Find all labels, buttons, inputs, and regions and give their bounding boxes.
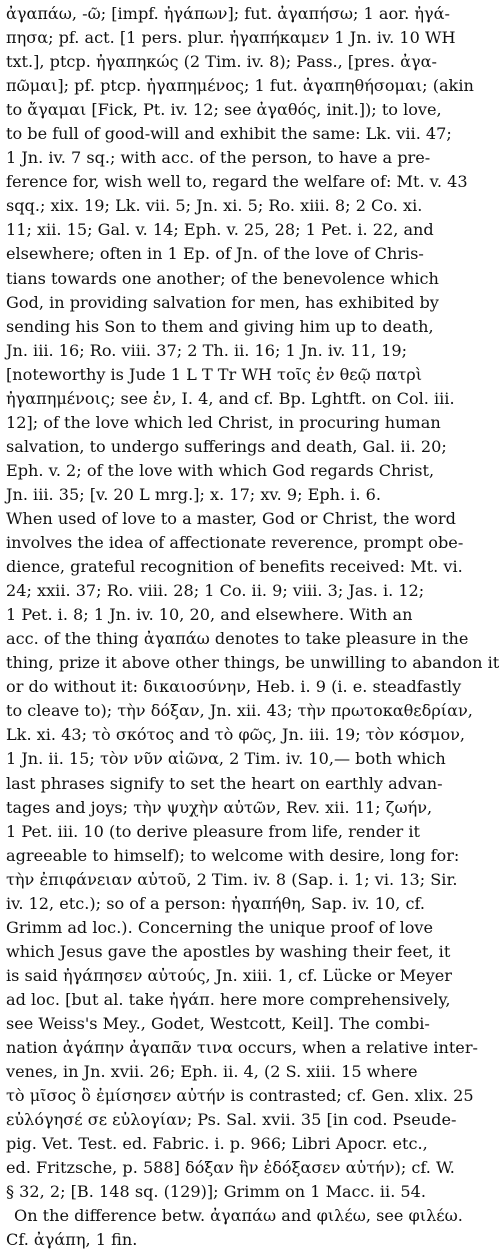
entry-line: Cf. ἀγάπη, 1 fin. (6, 1230, 138, 1250)
entry-line: or do without it: δικαιοσύνην, Heb. i. 9 (i. e. steadfastly (6, 677, 462, 697)
entry-line: 1 Pet. iii. 10 (to derive pleasure from life, render it (6, 821, 420, 841)
entry-line: Jn. iii. 16; Ro. viii. 37; 2 Th. ii. 16; 1 Jn. iv. 11, 19; (6, 340, 408, 360)
entry-line: sqq.; xix. 19; Lk. vii. 5; Jn. xi. 5; Ro. xiii. 8; 2 Co. xi. (6, 196, 423, 216)
entry-line: to ἄγαμαι [Fick, Pt. iv. 12; see ἀγαθός, init.]); to love, (6, 100, 442, 120)
entry-line: tians towards one another; of the benevolence which (6, 268, 439, 288)
entry-line: Grimm ad loc.). Concerning the unique proof of love (6, 917, 434, 937)
entry-line: which Jesus gave the apostles by washing their feet, it (6, 941, 451, 961)
entry-line: τὴν ἐπιφάνειαν αὐτοῦ, 2 Tim. iv. 8 (Sap. i. 1; vi. 13; Sir. (6, 869, 458, 889)
entry-line: When used of love to a master, God or Christ, the word (6, 508, 456, 528)
entry-line: venes, in Jn. xvii. 26; Eph. ii. 4, (2 S. xiii. 15 where (6, 1062, 418, 1082)
entry-line: § 32, 2; [B. 148 sq. (129)]; Grimm on 1 Macc. ii. 54. (6, 1182, 427, 1202)
entry-line: ἀγαπάω, -ῶ; [impf. ἠγάπων]; fut. ἀγαπήσω; 1 aor. ἠγά- (6, 4, 450, 23)
entry-line: 1 Pet. i. 8; 1 Jn. iv. 10, 20, and elsewhere. With an (6, 605, 413, 625)
entry-line: 24; xxii. 37; Ro. viii. 28; 1 Co. ii. 9; viii. 3; Jas. i. 12; (6, 581, 425, 601)
entry-line: elsewhere; often in 1 Ep. of Jn. of the love of Chris- (6, 244, 424, 264)
entry-line: sending his Son to them and giving him up to death, (6, 316, 434, 336)
entry-line: God, in providing salvation for men, has exhibited by (6, 292, 439, 312)
entry-line: nation ἀγάπην ἀγαπᾶν τινα occurs, when a relative inter- (6, 1038, 478, 1058)
entry-line: txt.], ptcp. ἠγαπηκώς (2 Tim. iv. 8); Pass., [pres. ἀγα- (6, 52, 437, 72)
entry-line: agreeable to himself); to welcome with desire, long for: (6, 845, 460, 865)
entry-line: see Weiss's Mey., Godet, Westcott, Keil]. The combi- (6, 1013, 430, 1033)
entry-line: ἠγαπημένοις; see ἐν, I. 4, and cf. Bp. Lghtft. on Col. iii. (6, 388, 455, 408)
entry-line: pig. Vet. Test. ed. Fabric. i. p. 966; Libri Apocr. etc., (6, 1134, 428, 1154)
entry-line: ad loc. [but al. take ἠγάπ. here more comprehensively, (6, 989, 451, 1009)
entry-line: [noteworthy is Jude 1 L T Tr WH τοῖς ἐν θεῷ πατρὶ (6, 364, 423, 384)
entry-line: 1 Jn. ii. 15; τὸν νῦν αἰῶνα, 2 Tim. iv. 10,— both which (6, 749, 446, 769)
entry-line: acc. of the thing ἀγαπάω denotes to take pleasure in the (6, 629, 469, 649)
entry-line: 1 Jn. iv. 7 sq.; with acc. of the person, to have a pre- (6, 148, 431, 168)
entry-main-paragraph (6, 2, 499, 1204)
entry-line: Eph. v. 2; of the love with which God regards Christ, (6, 460, 435, 480)
entry-line: Lk. xi. 43; τὸ σκότος and τὸ φῶς, Jn. iii. 19; τὸν κόσμον, (6, 725, 466, 745)
entry-closing-note (6, 1204, 463, 1252)
entry-line: salvation, to undergo sufferings and death, Gal. ii. 20; (6, 436, 447, 456)
entry-line: to cleave to); τὴν δόξαν, Jn. xii. 43; τὴν πρωτοκαθεδρίαν, (6, 701, 473, 721)
entry-line: εὐλόγησέ σε εὐλογίαν; Ps. Sal. xvii. 35 [in cod. Pseude- (6, 1110, 457, 1130)
entry-line: last phrases signify to set the heart on earthly advan- (6, 773, 443, 793)
entry-line: 11; xii. 15; Gal. v. 14; Eph. v. 25, 28; 1 Pet. i. 22, and (6, 220, 434, 240)
entry-line: On the difference betw. ἀγαπάω and φιλέω, see φιλέω. (14, 1206, 463, 1226)
entry-line: thing, prize it above other things, be unwilling to abandon it (6, 653, 499, 673)
entry-line: ed. Fritzsche, p. 588] δόξαν ἣν ἐδόξασεν αὐτήν); cf. W. (6, 1158, 455, 1178)
entry-line: τὸ μῖσος ὃ ἐμίσησεν αὐτήν is contrasted; cf. Gen. xlix. 25 (6, 1086, 474, 1106)
entry-line: πῶμαι]; pf. ptcp. ἠγαπημένος; 1 fut. ἀγαπηθήσομαι; (akin (6, 76, 474, 96)
entry-line: tages and joys; τὴν ψυχὴν αὐτῶν, Rev. xii. 11; ζωήν, (6, 797, 433, 817)
entry-line: dience, grateful recognition of benefits received: Mt. vi. (6, 557, 463, 577)
entry-line: ference for, wish well to, regard the welfare of: Mt. v. 43 (6, 172, 468, 192)
entry-line: iv. 12, etc.); so of a person: ἠγαπήθη, Sap. iv. 10, cf. (6, 893, 425, 913)
entry-line: πησα; pf. act. [1 pers. plur. ἠγαπήκαμεν 1 Jn. iv. 10 WH (6, 28, 456, 48)
entry-line: is said ἠγάπησεν αὐτούς, Jn. xiii. 1, cf. Lücke or Meyer (6, 965, 452, 985)
entry-line: involves the idea of affectionate reverence, prompt obe- (6, 533, 464, 553)
entry-line: 12]; of the love which led Christ, in procuring human (6, 412, 441, 432)
entry-line: Jn. iii. 35; [v. 20 L mrg.]; x. 17; xv. 9; Eph. i. 6. (6, 484, 381, 504)
entry-line: to be full of good-will and exhibit the same: Lk. vii. 47; (6, 124, 452, 144)
